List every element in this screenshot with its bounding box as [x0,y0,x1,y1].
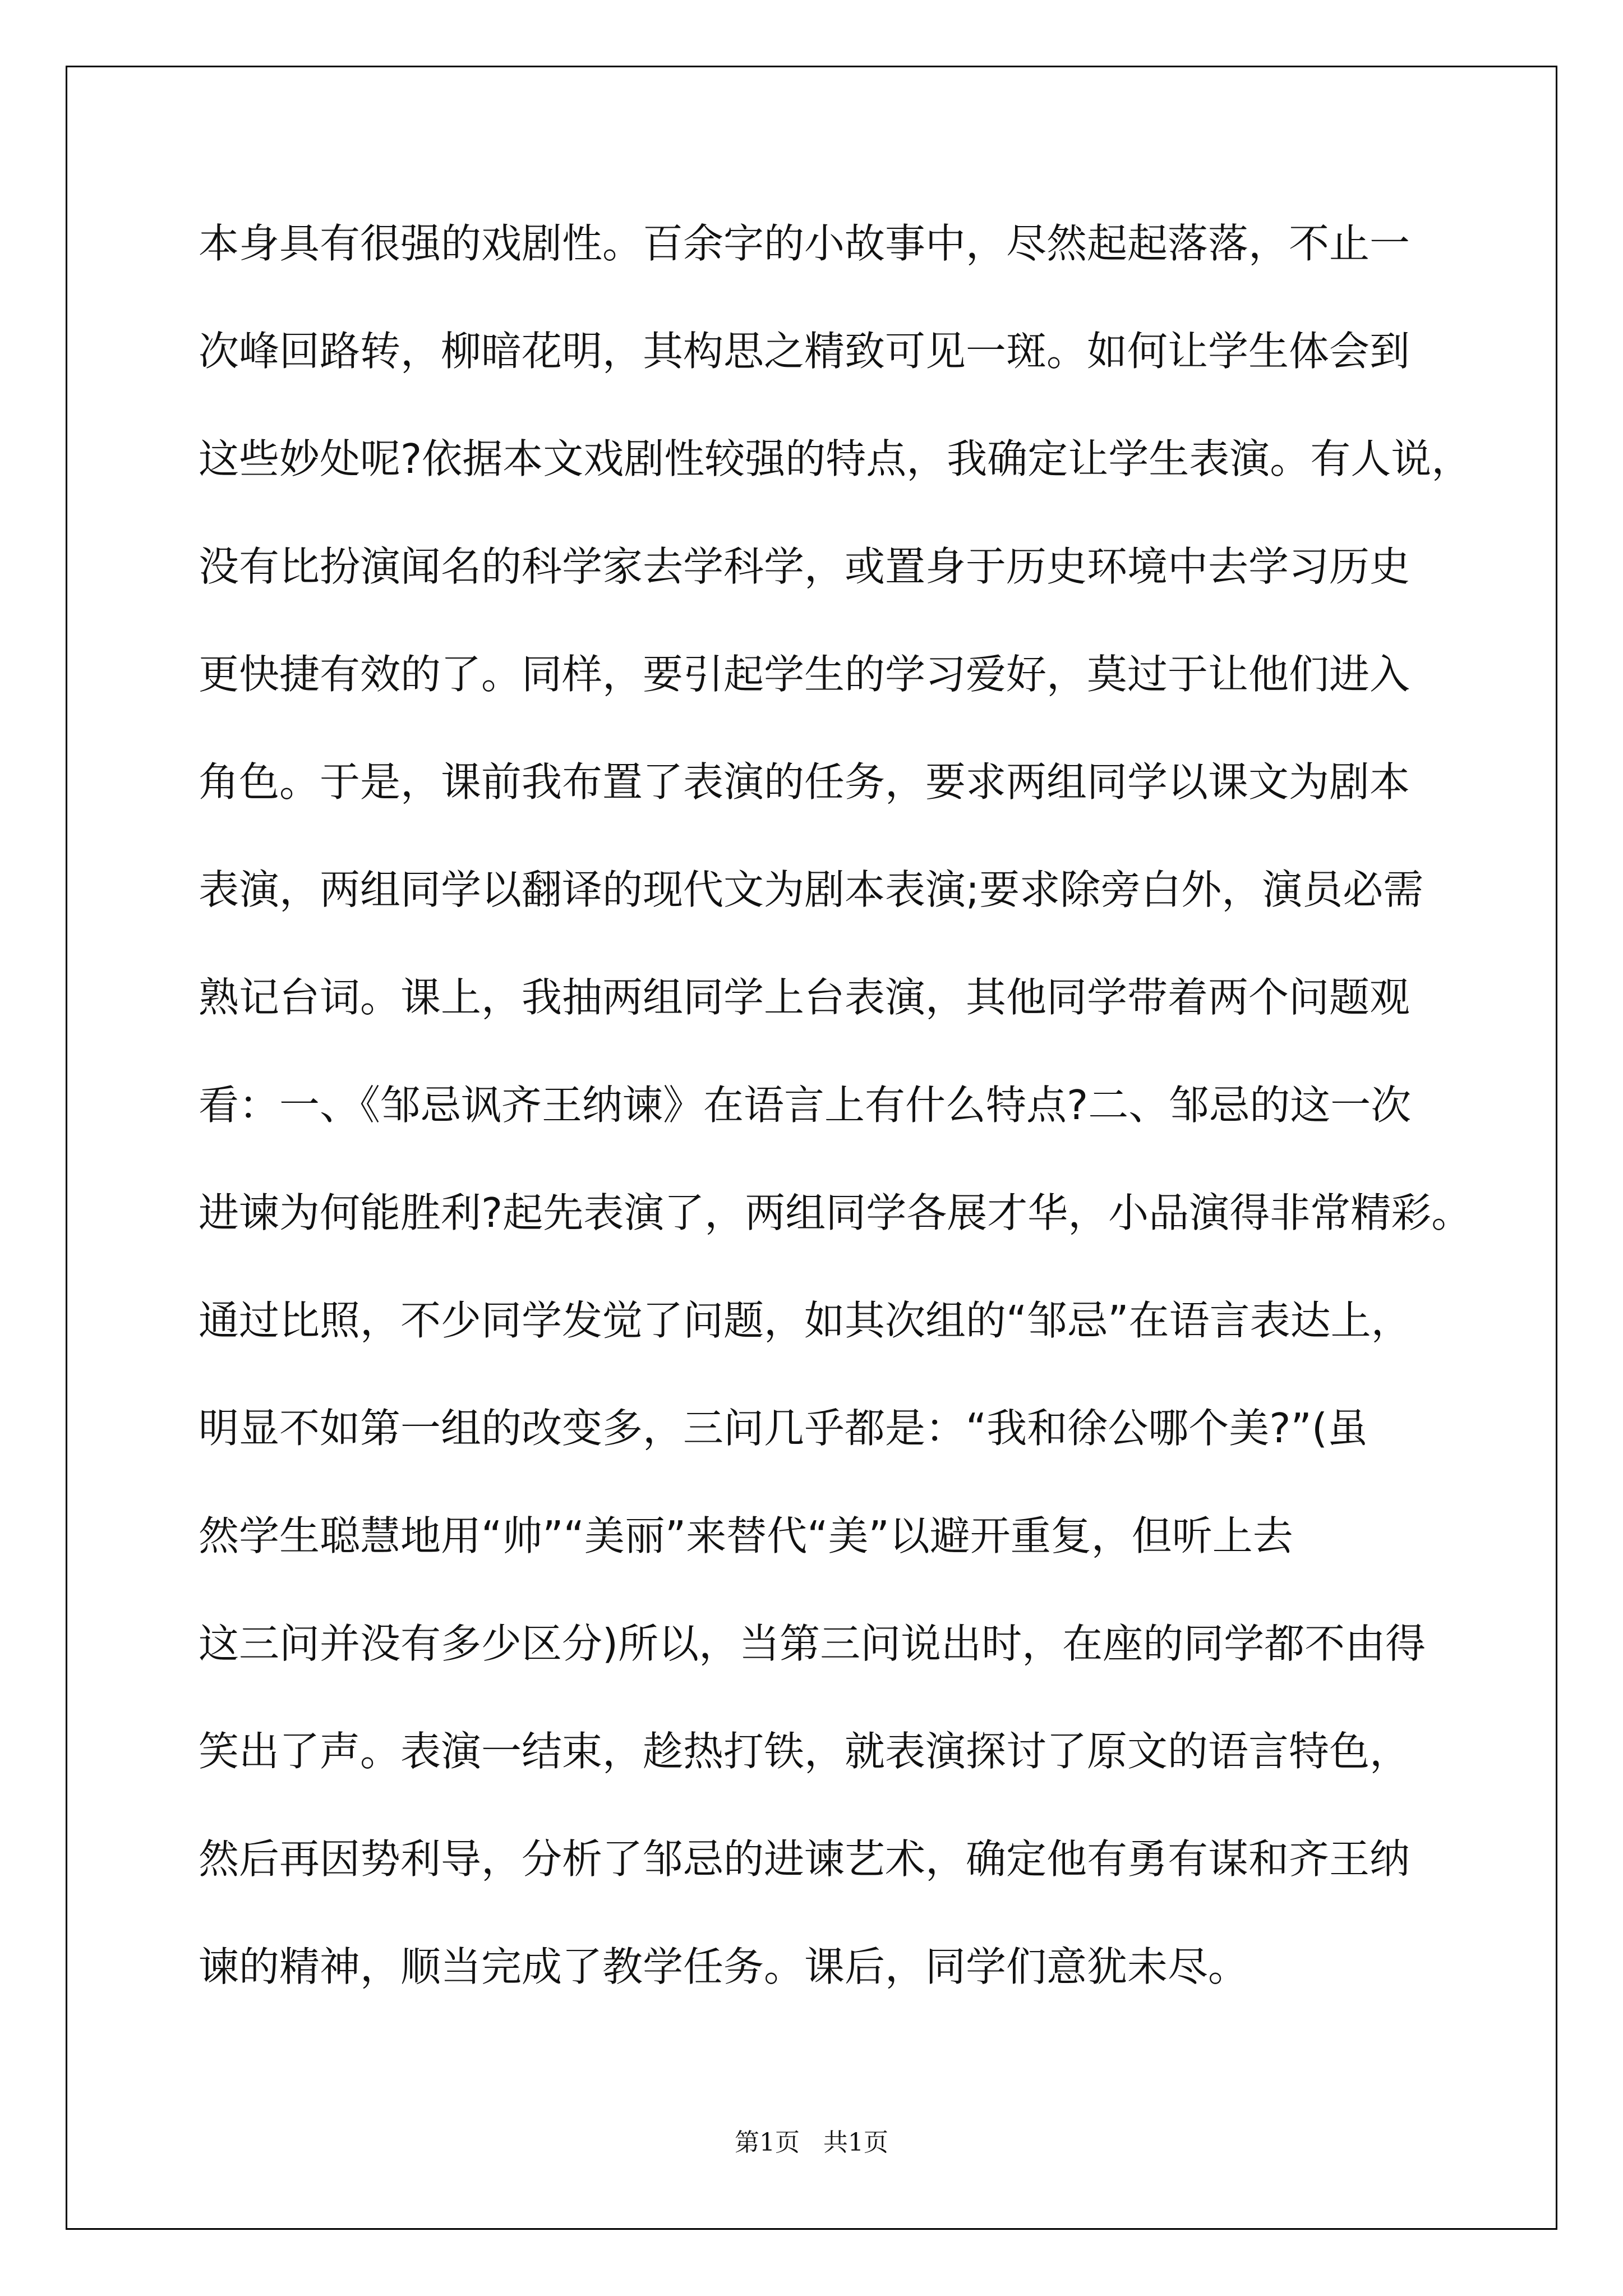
body-text [199,210,1472,2041]
text-line-13: 然学生聪慧地用“帅”“美丽”来替代“美”以避开重复，但听上去 [199,1512,1293,1559]
text-line-3: 这些妙处呢?依据本文戏剧性较强的特点，我确定让学生表演。有人说， [199,435,1472,482]
text-line-17: 谏的精神，顺当完成了教学任务。课后，同学们意犹未尽。 [199,1943,1249,1990]
text-line-6: 角色。于是，课前我布置了表演的任务，要求两组同学以课文为剧本 [199,758,1410,806]
text-line-12: 明显不如第一组的改变多，三问几乎都是：“我和徐公哪个美?”(虽 [199,1405,1368,1452]
page-number-footer: 第1页 共1页 [735,2128,888,2157]
text-line-5: 更快捷有效的了。同样，要引起学生的学习爱好，莫过于让他们进入 [199,651,1410,698]
text-line-10: 进谏为何能胜利?起先表演了，两组同学各展才华，小品演得非常精彩。 [199,1189,1472,1236]
text-line-16: 然后再因势利导，分析了邹忌的进谏艺术，确定他有勇有谋和齐王纳 [199,1835,1410,1883]
text-line-1: 本身具有很强的戏剧性。百余字的小故事中，尽然起起落落，不止一 [199,220,1410,267]
text-line-11: 通过比照，不少同学发觉了问题，如其次组的“邹忌”在语言表达上， [199,1297,1412,1344]
text-line-2: 次峰回路转，柳暗花明，其构思之精致可见一斑。如何让学生体会到 [199,328,1410,375]
text-line-7: 表演，两组同学以翻译的现代文为剧本表演;要求除旁白外，演员必需 [199,866,1424,913]
text-line-4: 没有比扮演闻名的科学家去学科学，或置身于历史环境中去学习历史 [199,543,1410,590]
text-line-14: 这三问并没有多少区分)所以，当第三问说出时，在座的同学都不由得 [199,1620,1426,1667]
text-line-9: 看：一、《邹忌讽齐王纳谏》在语言上有什么特点?二、邹忌的这一次 [199,1082,1412,1129]
text-line-15: 笑出了声。表演一结束，趁热打铁，就表演探讨了原文的语言特色， [199,1728,1410,1775]
text-line-8: 熟记台词。课上，我抽两组同学上台表演，其他同学带着两个问题观 [199,974,1410,1021]
